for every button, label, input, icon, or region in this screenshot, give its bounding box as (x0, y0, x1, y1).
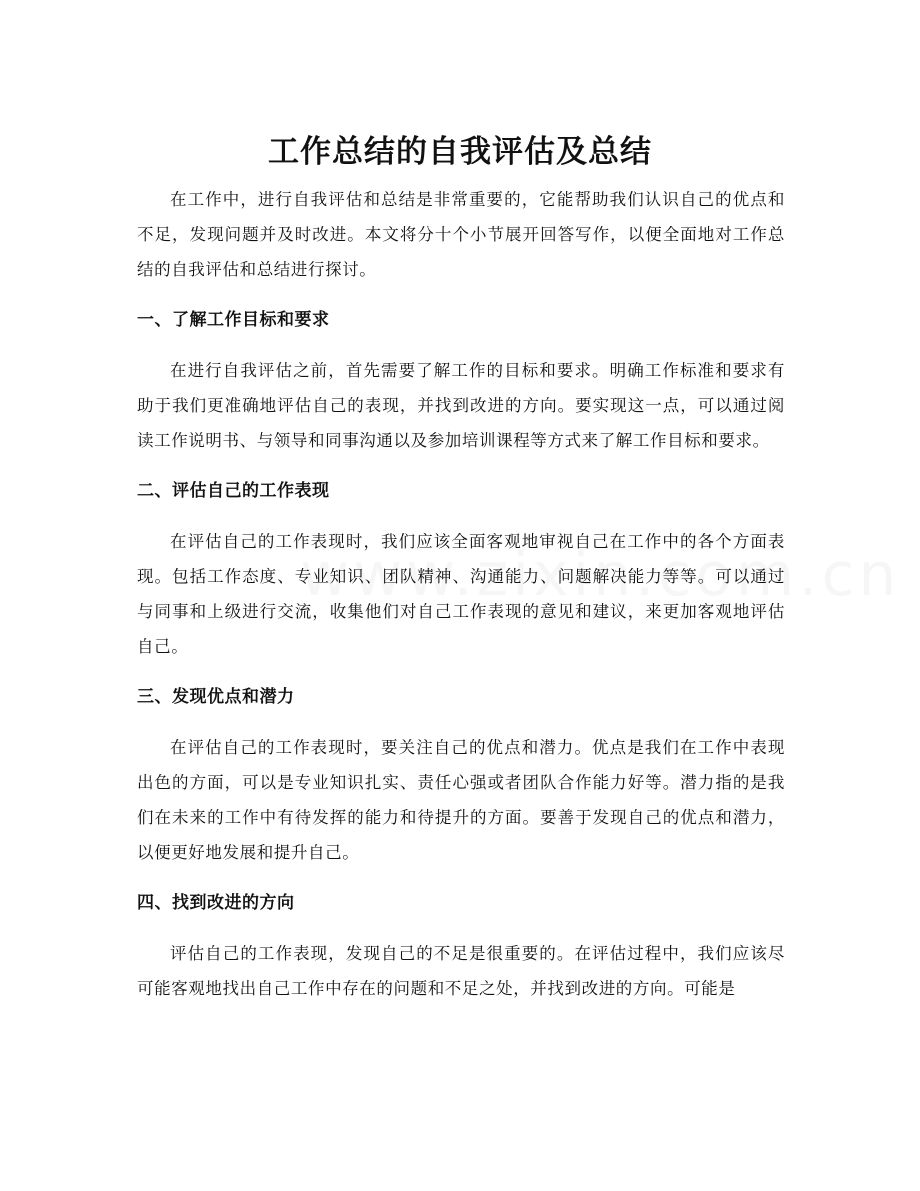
section-heading-2: 二、评估自己的工作表现 (137, 481, 330, 501)
intro-paragraph: 在工作中，进行自我评估和总结是非常重要的，它能帮助我们认识自己的优点和不足，发现问题并及时改进。本文将分十个小节展开回答写作，以便全面地对工作总结的自我评估和总结进行探讨。 (137, 190, 785, 279)
section-body-1: 在进行自我评估之前，首先需要了解工作的目标和要求。明确工作标准和要求有助于我们更准确地评估自己的表现，并找到改进的方向。要实现这一点，可以通过阅读工作说明书、与领导和同事沟通以及参加培训课程等方式来了解工作目标和要求。 (137, 361, 785, 450)
section-body-2: 在评估自己的工作表现时，我们应该全面客观地审视自己在工作中的各个方面表现。包括工作态度、专业知识、团队精神、沟通能力、问题解决能力等等。可以通过与同事和上级进行交流，收集他们对自己工作表现的意见和建议，来更加客观地评估自己。 (137, 532, 785, 656)
document-title: 工作总结的自我评估及总结 (268, 133, 652, 170)
section-body-4: 评估自己的工作表现，发现自己的不足是很重要的。在评估过程中，我们应该尽可能客观地找出自己工作中存在的问题和不足之处，并找到改进的方向。可能是 (137, 944, 785, 998)
document-body (137, 182, 785, 1006)
section-heading-1: 一、了解工作目标和要求 (137, 310, 330, 330)
section-body-3: 在评估自己的工作表现时，要关注自己的优点和潜力。优点是我们在工作中表现出色的方面，可以是专业知识扎实、责任心强或者团队合作能力好等。潜力指的是我们在未来的工作中有待发挥的能力和待提升的方面。要善于发现自己的优点和潜力，以便更好地发展和提升自己。 (137, 738, 785, 862)
section-heading-4: 四、找到改进的方向 (137, 893, 295, 913)
section-heading-3: 三、发现优点和潜力 (137, 687, 295, 707)
